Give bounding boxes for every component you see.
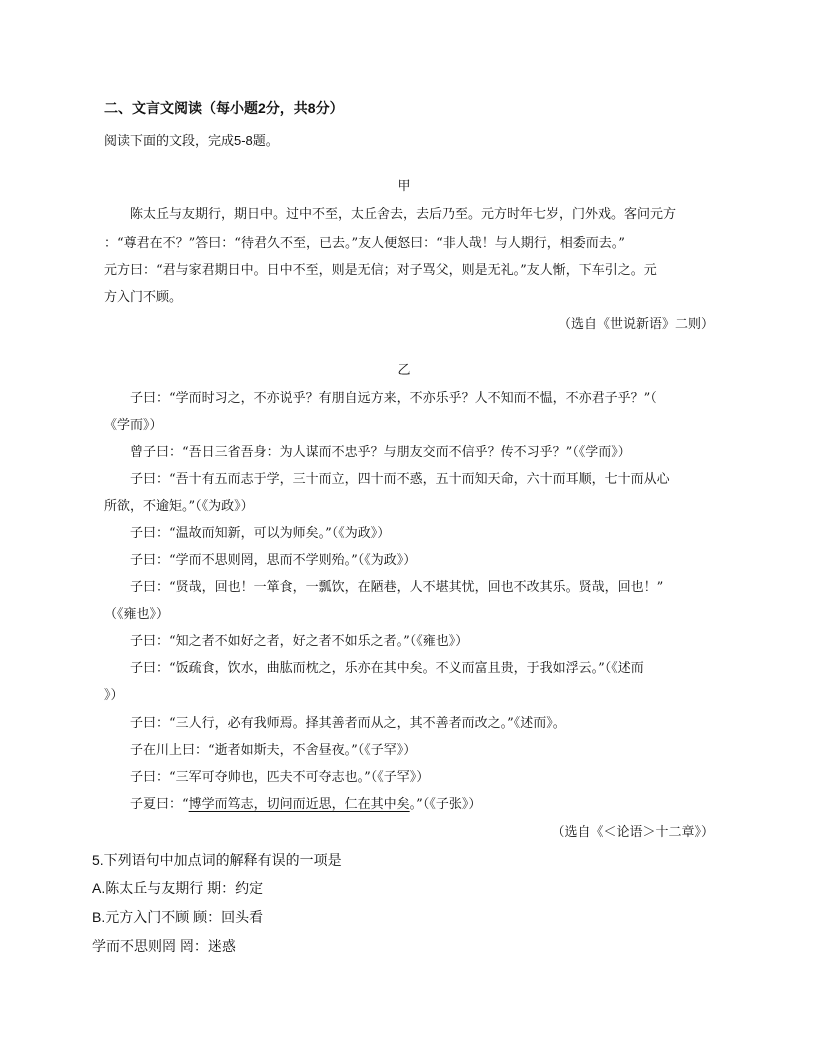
instruction-text: 阅读下面的文段，完成5-8题。 bbox=[104, 133, 279, 148]
question-option: 学而不思则罔 罔：迷惑 bbox=[92, 938, 236, 954]
passage-b-line: 》） bbox=[104, 688, 124, 703]
passage-a-heading: 甲 bbox=[397, 179, 411, 194]
question-stem: 5.下列语句中加点词的解释有误的一项是 bbox=[92, 852, 342, 868]
question-option: B.元方入门不顾 顾：回头看 bbox=[92, 909, 264, 925]
passage-a-line: 元方曰：“君与家君期日中。日中不至，则是无信；对子骂父，则是无礼。”友人惭，下车引之。元 bbox=[104, 263, 657, 278]
passage-a-line: 方入门不顾。 bbox=[104, 290, 183, 305]
passage-b-line: 曾子曰：“吾日三省吾身：为人谋而不忠乎？与朋友交而不信乎？传不习乎？”（《学而》） bbox=[130, 445, 631, 460]
passage-b-source: （选自《＜论语＞十二章》） bbox=[551, 825, 714, 840]
quote-open: 子夏曰：“ bbox=[130, 797, 189, 812]
passage-b-line: 子曰：“三军可夺帅也，匹夫不可夺志也。”（《子罕》） bbox=[130, 770, 430, 785]
underlined-phrase: 博学而笃志，切问而近思，仁在其中矣 bbox=[188, 797, 410, 812]
passage-b-line: 子曰：“学而时习之，不亦说乎？有朋自远方来，不亦乐乎？人不知而不愠，不亦君子乎？”（ bbox=[130, 391, 657, 406]
passage-b-line: 所欲，不逾矩。”（《为政》） bbox=[104, 499, 254, 514]
question-option: A.陈太丘与友期行 期：约定 bbox=[92, 880, 264, 896]
passage-b-line: 子曰：“贤哉，回也！一箪食，一瓢饮，在陋巷，人不堪其忧，回也不改其乐。贤哉，回也！” bbox=[130, 580, 664, 595]
passage-b-line: （《雍也》） bbox=[104, 607, 170, 622]
passage-b-line: 子曰：“温故而知新，可以为师矣。”（《为政》） bbox=[130, 526, 391, 541]
passage-b-heading: 乙 bbox=[397, 363, 411, 378]
passage-a-source: （选自《世说新语》二则） bbox=[557, 317, 714, 332]
section-title: 二、文言文阅读（每小题2分，共8分） bbox=[104, 100, 344, 116]
passage-b-line: 子曰：“吾十有五而志于学，三十而立，四十而不惑，五十而知天命，六十而耳顺，七十而从心 bbox=[130, 472, 670, 487]
passage-b-line: 子曰：“饭疏食，饮水，曲肱而枕之，乐亦在其中矣。不义而富且贵，于我如浮云。”（《述而 bbox=[130, 661, 644, 676]
passage-b-line: 子曰：“知之者不如好之者，好之者不如乐之者。”（《雍也》） bbox=[130, 634, 469, 649]
passage-b-line: 子在川上曰：“逝者如斯夫，不舍昼夜。”（《子罕》） bbox=[130, 743, 417, 758]
passage-a-line: ：“尊君在不？”答曰：“待君久不至，已去。”友人便怒曰：“非人哉！与人期行，相委而去。” bbox=[104, 236, 625, 251]
quote-close: 。”（《子张》） bbox=[409, 797, 482, 812]
passage-b-line: 《学而》） bbox=[104, 418, 163, 433]
passage-b-line: 子曰：“三人行，必有我师焉。择其善者而从之，其不善者而改之。”《述而》。 bbox=[130, 716, 566, 731]
passage-a-line: 陈太丘与友期行，期日中。过中不至，太丘舍去，去后乃至。元方时年七岁，门外戏。客问元方 bbox=[130, 207, 677, 222]
passage-b-last-line bbox=[130, 797, 481, 813]
passage-b-line: 子曰：“学而不思则罔，思而不学则殆。”（《为政》） bbox=[130, 553, 417, 568]
